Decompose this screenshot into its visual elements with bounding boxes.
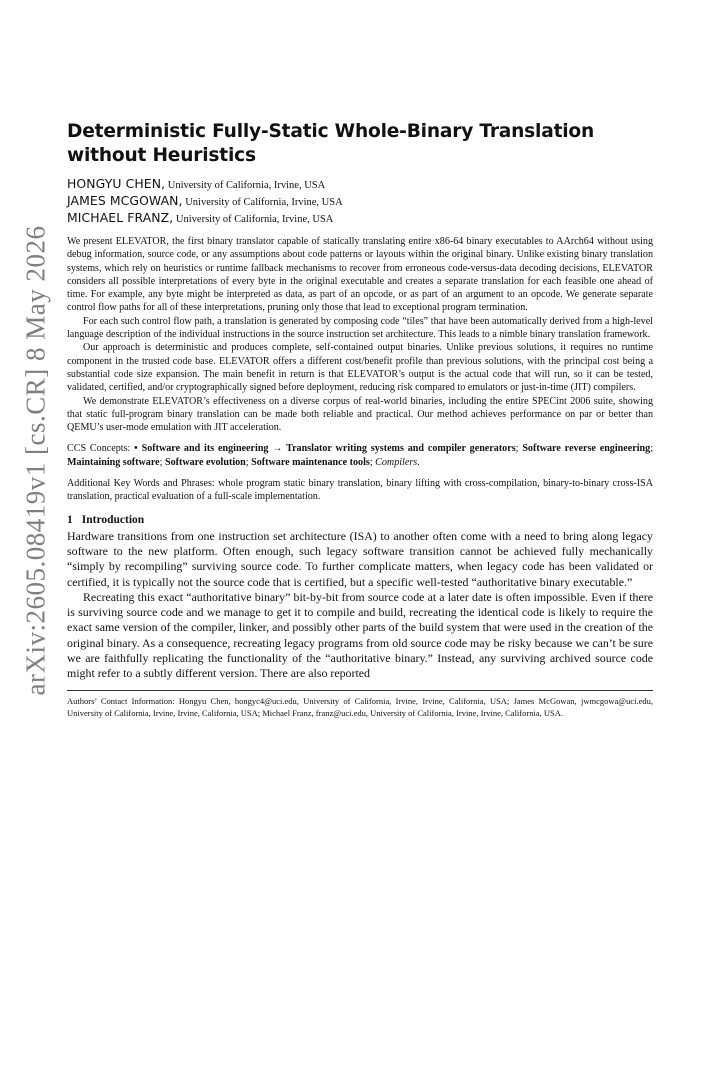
ccs-concept: Software and its engineering → Translator writing systems and compiler generators bbox=[141, 443, 516, 455]
author-affiliation: University of California, Irvine, USA bbox=[167, 180, 326, 191]
ccs-separator: ; bbox=[515, 443, 523, 455]
ccs-concept: Software evolution bbox=[164, 456, 246, 468]
body-paragraph: Recreating this exact “authoritative binary” bit-by-bit from source code at a later date is often impossible. Even if there is surviving source code and we manage to get it to compile and build, recreating the identical code is likely to require the exact same version of the compiler, linker, and possibly other parts of the build system that were used in the creation of the original binary. As a consequence, recreating legacy programs from old source code may be risky because we can’t be sure we are faithfully replicating the functionality of the “authoritative binary.” Instead, any surviving archived source code might refer to a subtly different version. There are also reported bbox=[67, 589, 653, 681]
abstract-paragraph: We demonstrate ELEVATOR’s effectiveness on a diverse corpus of real-world binaries, including the entire SPECint 2006 suite, showing that static full-program binary translation can be made both reliable and practical. Our method achieves performance on par or better than QEMU’s user-mode emulation with JIT acceleration. bbox=[67, 395, 653, 434]
abstract-paragraph: For each such control flow path, a translation is generated by composing code “tiles” that have been automatically derived from a high-level language description of the individual instructions in the source instruction set architecture. This leads to a nimble binary translation framework. bbox=[67, 315, 653, 341]
section-number: 1 bbox=[67, 513, 73, 526]
paper-title: Deterministic Fully-Static Whole-Binary Translation without Heuristics bbox=[67, 121, 595, 166]
author-contact-information: Authors’ Contact Information: Hongyu Chen, hongyc4@uci.edu, University of California, Irvine, Irvine, California, USA; James McGowan, jwmcgowa@uci.edu, University of California, Irvine, Irvine, California, USA; Michael Franz, franz@uci.edu, University of California, Irvine, Irvine, California, USA. bbox=[67, 695, 653, 719]
section-title: Introduction bbox=[81, 513, 145, 526]
ccs-concept-list bbox=[67, 443, 653, 467]
additional-keywords: Additional Key Words and Phrases: whole program static binary translation, binary lifting with cross-compilation, binary-to-binary cross-ISA translation, practical evaluation of a full-scale implementation. bbox=[67, 478, 653, 503]
abstract bbox=[67, 235, 653, 434]
ccs-concept: Software reverse engineering bbox=[522, 443, 651, 455]
paper-first-page bbox=[67, 120, 653, 719]
footnote-divider bbox=[67, 690, 653, 691]
introduction-section bbox=[67, 514, 653, 682]
author-entry bbox=[67, 176, 653, 193]
abstract-paragraph: We present ELEVATOR, the first binary translator capable of statically translating entire x86-64 binary executables to AArch64 without using debug information, source code, or any assumptions about code patterns or layouts within the original binary. Unlike existing binary translation systems, which rely on heuristics or runtime fallback mechanisms to recover from erroneous code-versus-data decoding decisions, ELEVATOR considers all possible interpretations of every byte in the original executable and creates a separate translation for each feasible one ahead of time. For example, any byte might be interpreted as data, as part of an opcode, or as part of an argument to an opcode. We generate separate control flow paths for all of these interpretations, pruning only those that lead to exceptional program termination. bbox=[67, 236, 653, 314]
author-name: JAMES MCGOWAN, bbox=[67, 193, 183, 208]
ccs-concept: Compilers bbox=[375, 456, 418, 468]
author-affiliation: University of California, Irvine, USA bbox=[175, 214, 334, 225]
ccs-bullet: • bbox=[134, 443, 138, 455]
author-entry bbox=[67, 193, 653, 210]
ccs-separator: ; bbox=[650, 443, 653, 455]
ccs-concept: Maintaining software bbox=[67, 456, 160, 468]
ccs-concepts bbox=[67, 442, 653, 469]
ccs-separator: ; bbox=[245, 456, 252, 468]
ccs-separator: . bbox=[417, 456, 420, 468]
author-name: MICHAEL FRANZ, bbox=[67, 210, 174, 225]
body-paragraph: Hardware transitions from one instruction set architecture (ISA) to another often come with a need to bring along legacy software to the new platform. Often enough, such legacy software transition cannot be achieved fully mechanically “simply by recompiling” surviving source code. To further complicate matters, when legacy code has been validated or certified, it is typically not the source code that is certified, but a specific well-tested “authoritative binary executable.” bbox=[67, 528, 653, 589]
abstract-paragraph: Our approach is deterministic and produces complete, self-contained output binaries. Unlike previous solutions, it requires no runtime component in the trusted code base. ELEVATOR offers a different cost/benefit profile than previous solutions, with the principal cost being a substantial code size expansion. The main benefit in return is that ELEVATOR’s output is the actual code that will run, so it can be tested, validated, certified, and/or cryptographically signed before deployment, reducing risk compared to emulators or just-in-time (JIT) compilers. bbox=[67, 342, 653, 394]
author-name: HONGYU CHEN, bbox=[67, 176, 166, 191]
author-list bbox=[67, 176, 653, 227]
footnote bbox=[67, 695, 653, 720]
section-heading bbox=[67, 514, 653, 526]
ccs-separator: ; bbox=[369, 456, 376, 468]
ccs-concept: Software maintenance tools bbox=[251, 456, 370, 468]
arxiv-identifier-text: arXiv:2605.08419v1 [cs.CR] 8 May 2026 bbox=[20, 225, 51, 695]
ccs-separator: ; bbox=[159, 456, 165, 468]
ccs-label: CCS Concepts: bbox=[67, 443, 131, 455]
author-affiliation: University of California, Irvine, USA bbox=[185, 197, 343, 208]
author-entry bbox=[67, 210, 653, 227]
arxiv-identifier-stamp bbox=[16, 225, 56, 695]
classification-block bbox=[67, 442, 653, 503]
